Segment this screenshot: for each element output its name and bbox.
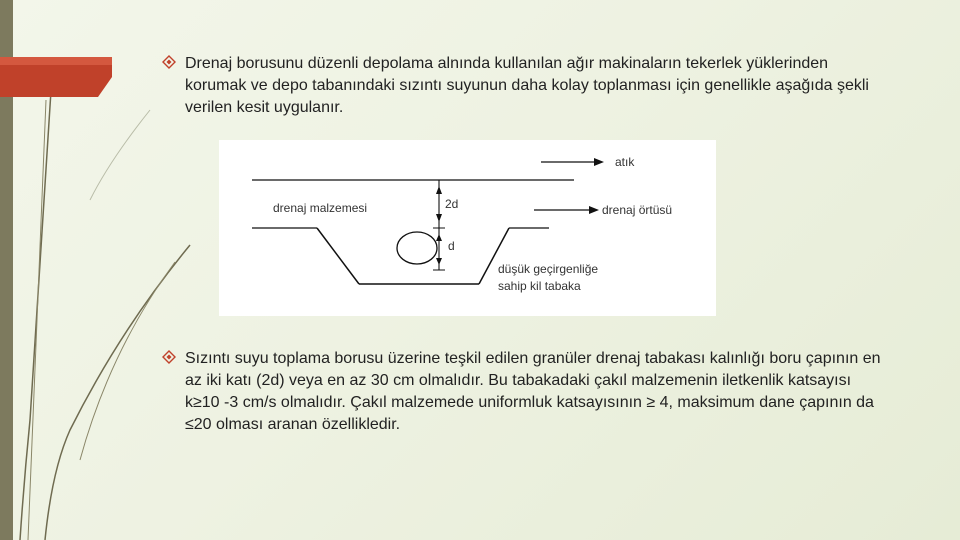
cross-section-drawing [219, 140, 716, 316]
diamond-bullet-icon [162, 55, 176, 69]
label-kil-line1: düşük geçirgenliğe [498, 262, 599, 276]
accent-tab [0, 57, 112, 97]
bullet-text-2: Sızıntı suyu toplama borusu üzerine teşkil edilen granüler drenaj tabakası kalınlığı boru çapının en az iki katı (2d) veya en az 30 cm olmalıdır. Bu tabakadaki çakıl malzemenin iletkenlik katsayısı k≥10 -3 cm/s olmalıdır. Çakıl malzemede uniformluk katsayısının ≥ 4, maksimum dane çapının da ≤20 olması aranan özellikledir. [185, 350, 881, 433]
drainage-cross-section-figure [219, 140, 716, 316]
label-atik: atık [615, 155, 635, 169]
label-kil-line2: sahip kil tabaka [498, 279, 581, 293]
label-drenaj-malzemesi: drenaj malzemesi [273, 201, 368, 215]
bullet-text-1: Drenaj borusunu düzenli depolama alnında kullanılan ağır makinaların tekerlek yüklerinden korumak ve depo tabanındaki sızıntı suyunun daha kolay toplanması için genellikle aşağıda şekli verilen kesit uygulanır. [185, 55, 869, 116]
diamond-bullet-icon [162, 350, 176, 364]
label-drenaj-ortusu: drenaj örtüsü [602, 203, 673, 217]
label-d: d [448, 239, 455, 253]
label-2d: 2d [445, 197, 459, 211]
bullet-item-1 [162, 53, 882, 119]
bullet-item-2 [162, 348, 882, 436]
